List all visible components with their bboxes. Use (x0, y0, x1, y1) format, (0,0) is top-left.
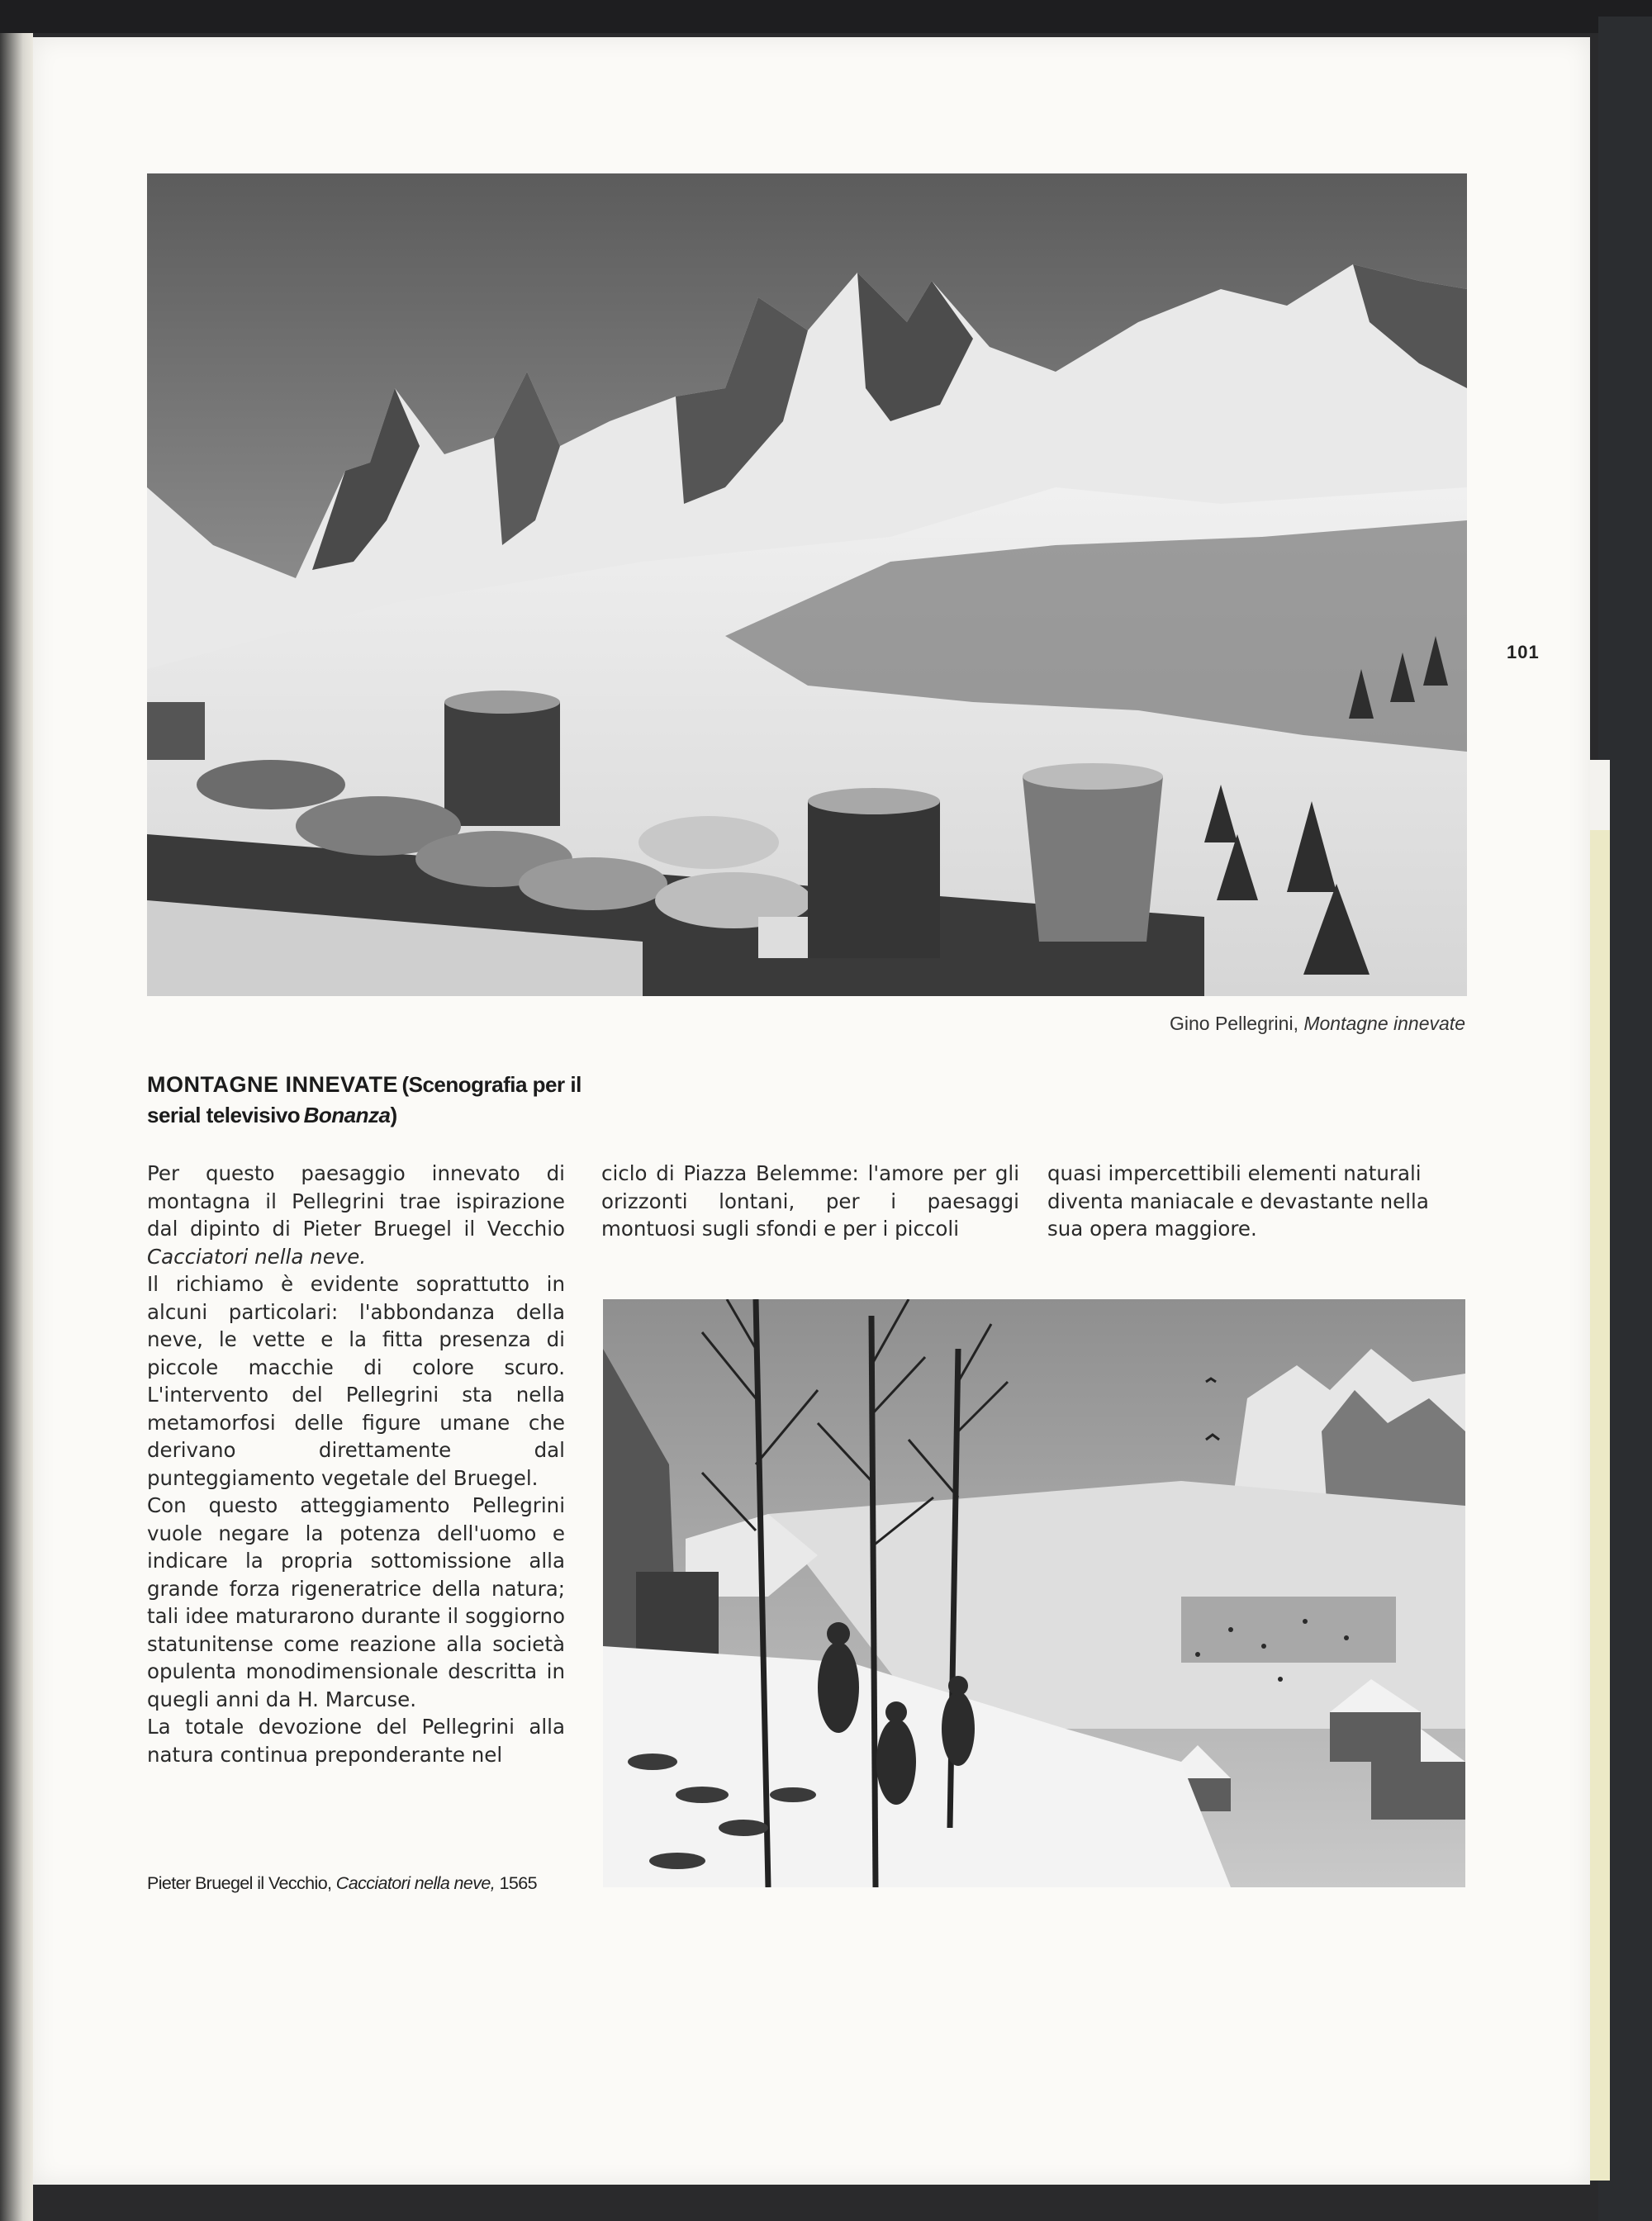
heading-subtitle-close: ) (390, 1103, 397, 1127)
page-edge-strip (1590, 760, 1610, 2181)
heading-subtitle: (Scenografia per il serial televisivo (147, 1072, 582, 1127)
text-column-1 (147, 1160, 565, 1768)
bruegel-painting-image (603, 1299, 1465, 1887)
heading-subtitle-italic: Bonanza (303, 1103, 391, 1127)
text-column-3 (1047, 1160, 1465, 1243)
paragraph-5: ciclo di Piazza Belemme: l'amore per gli orizzonti lontani, per i paesaggi montuosi sugli sfondi e per i piccoli (601, 1161, 1019, 1241)
backdrop (0, 0, 1652, 33)
bruegel-painting-photo (603, 1299, 1465, 1887)
page-number: 101 (1507, 642, 1540, 662)
paragraph-6: quasi impercettibili elementi naturali diventa maniacale e devastante nella sua opera maggiore. (1047, 1161, 1429, 1241)
photo-caption-pellegrini (909, 1013, 1465, 1035)
paragraph-3: Con questo atteggiamento Pellegrini vuole negare la potenza dell'uomo e indicare la propria sottomissione alla grande forza rigeneratrice della natura; tali idee maturarono durante il soggiorno statunitense come reazione alla società opulenta monodimensionale descritta in quegli anni da H. Marcuse. (147, 1493, 565, 1711)
mountain-scenery-photo (147, 173, 1467, 996)
book-spine (0, 33, 33, 2221)
photo-caption-bruegel (147, 1873, 577, 1894)
paragraph-1-text: Per questo paesaggio innevato di montagna il Pellegrini trae ispirazione dal dipinto di Pieter Bruegel il Vecchio (147, 1161, 565, 1241)
paragraph-2: Il richiamo è evidente soprattutto in alcuni particolari: l'abbondanza della neve, le vette e la fitta presenza di piccole macchie di colore scuro. L'intervento del Pellegrini sta nella metamorfosi delle figure umane che derivano direttamente dal punteggiamento vegetale del Bruegel. (147, 1272, 565, 1490)
heading-title: MONTAGNE INNEVATE (147, 1072, 398, 1097)
paragraph-1 (147, 1160, 565, 1270)
caption-author: Pieter Bruegel il Vecchio, (147, 1873, 332, 1893)
article-heading (147, 1071, 610, 1132)
paragraph-4: La totale devozione del Pellegrini alla natura continua preponderante nel (147, 1715, 565, 1767)
caption-year: 1565 (499, 1873, 537, 1893)
caption-title: Montagne innevate (1303, 1013, 1465, 1034)
text-column-2 (601, 1160, 1019, 1243)
page-edge-tab (1590, 760, 1610, 830)
mountain-scenery-image (147, 173, 1467, 996)
caption-title: Cacciatori nella neve, (335, 1873, 496, 1893)
painting-title-italic: Cacciatori nella neve. (147, 1244, 367, 1269)
caption-author: Gino Pellegrini, (1169, 1013, 1298, 1034)
